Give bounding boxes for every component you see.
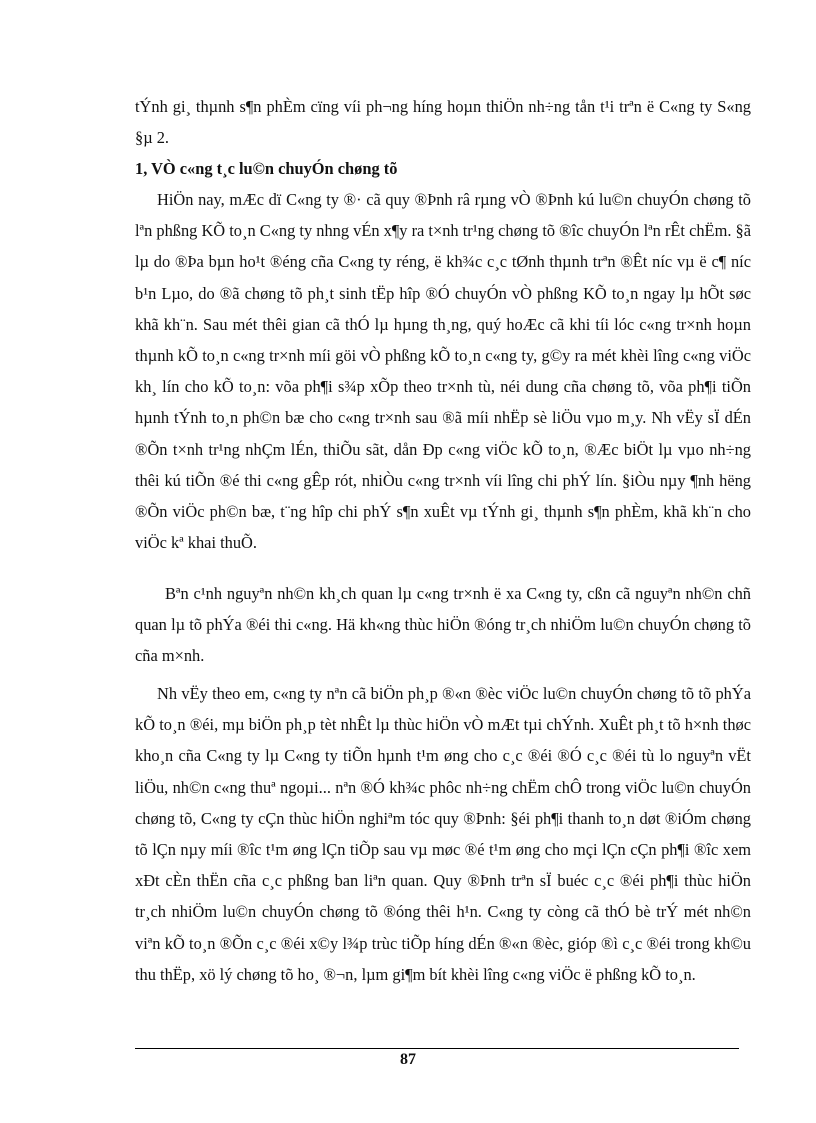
footer-rule [135, 1048, 739, 1049]
body-paragraph-1: tÝnh gi¸ thµnh s¶n phÈm cïng víi ph¬ng híng hoµn thiÖn nh÷ng tån t¹i trªn ë C«ng ty S«ng §µ 2. [135, 97, 751, 148]
body-paragraph-2: HiÖn nay, mÆc dï C«ng ty ®· cã quy ®Þnh râ rµng vÒ ®Þnh kú lu©n chuyÓn chøng tõ lªn phßng KÕ to¸n C«ng ty nhng vÉn x¶y ra t×nh tr¹ng chøng tõ ®îc chuyÓn lªn rÊt chËm. §ã lµ do ®Þa bµn ho¹t ®éng cña C«ng ty réng, ë kh¾c c¸c tØnh thµnh trªn ®Êt níc vµ ë c¶ níc b¹n Lµo, do ®ã chøng tõ ph¸t sinh tËp hîp ®Ó chuyÓn vÒ phßng KÕ to¸n ngay lµ hÕt søc khã kh¨n. Sau mét thêi gian cã thÓ lµ hµng th¸ng, quý hoÆc cã khi tíi lóc c«ng tr×nh hoµn thµnh kÕ to¸n c«ng tr×nh míi göi vÒ phßng kÕ to¸n c«ng ty, g©y ra mét khèi lîng c«ng viÖc kh¸ lín cho kÕ to¸n: võa ph¶i s¾p xÕp theo tr×nh tù, néi dung cña chøng tõ, võa ph¶i tiÕn hµnh tÝnh to¸n ph©n bæ cho c«ng tr×nh sau ®ã míi nhËp sè liÖu vµo m¸y. Nh vËy sÏ dÉn ®Õn t×nh tr¹ng nhÇm lÉn, thiÕu sãt, dån Ðp c«ng viÖc kÕ to¸n, ®Æc biÖt lµ vµo nh÷ng thêi kú tiÕn ®é thi c«ng gÊp rót, nhiÒu c«ng tr×nh víi lîng chi phÝ lín. §iÒu nµy ¶nh hëng ®Õn viÖc ph©n bæ, t¨ng hîp chi phÝ s¶n xuÊt vµ tÝnh gi¸ thµnh s¶n phÈm, khã kh¨n cho viÖc kª khai thuÕ. [135, 190, 751, 553]
body-paragraph-4: Nh vËy theo em, c«ng ty nªn cã biÖn ph¸p ®«n ®èc viÖc lu©n chuyÓn chøng tõ tõ phÝa kÕ to¸n ®éi, mµ biÖn ph¸p tèt nhÊt lµ thùc hiÖn vÒ mÆt tµi chÝnh. XuÊt ph¸t tõ h×nh thøc kho¸n cña C«ng ty lµ C«ng ty tiÕn hµnh t¹m øng cho c¸c ®éi ®Ó c¸c ®éi tù lo nguyªn vËt liÖu, nh©n c«ng thuª ngoµi... nªn ®Ó kh¾c phôc nh÷ng chËm chÔ trong viÖc lu©n chuyÓn chøng tõ, C«ng ty cÇn thùc hiÖn nghiªm tóc quy ®Þnh: §éi ph¶i thanh to¸n døt ®iÓm chøng tõ lÇn nµy míi ®îc t¹m øng lÇn tiÕp sau vµ møc ®é t¹m øng cho mçi lÇn cÇn ph¶i ®îc xem xÐt cÈn thËn cña c¸c phßng ban liªn quan. Quy ®Þnh trªn sÏ buéc c¸c ®éi ph¶i thùc hiÖn tr¸ch nhiÖm lu©n chuyÓn chøng tõ ®óng thêi h¹n. C«ng ty còng cã thÓ bè trÝ mét nh©n viªn kÕ to¸n ®Õn c¸c ®éi x©y l¾p trùc tiÕp híng dÉn ®«n ®èc, gióp ®ì c¸c ®éi trong kh©u thu thËp, xö lý chøng tõ ho¸ ®¬n, lµm gi¶m bít khèi lîng c«ng viÖc ë phßng kÕ to¸n. [135, 684, 751, 984]
section-heading: 1, VÒ c«ng t¸c lu©n chuyÓn chøng tõ [135, 159, 398, 178]
page-number: 87 [400, 1051, 416, 1068]
body-paragraph-3: Bªn c¹nh nguyªn nh©n kh¸ch quan lµ c«ng tr×nh ë xa C«ng ty, cßn cã nguyªn nh©n chñ quan lµ tõ phÝa ®éi thi c«ng. Hä kh«ng thùc hiÖn ®óng tr¸ch nhiÖm lu©n chuyÓn chøng tõ cña m×nh. [135, 584, 751, 666]
